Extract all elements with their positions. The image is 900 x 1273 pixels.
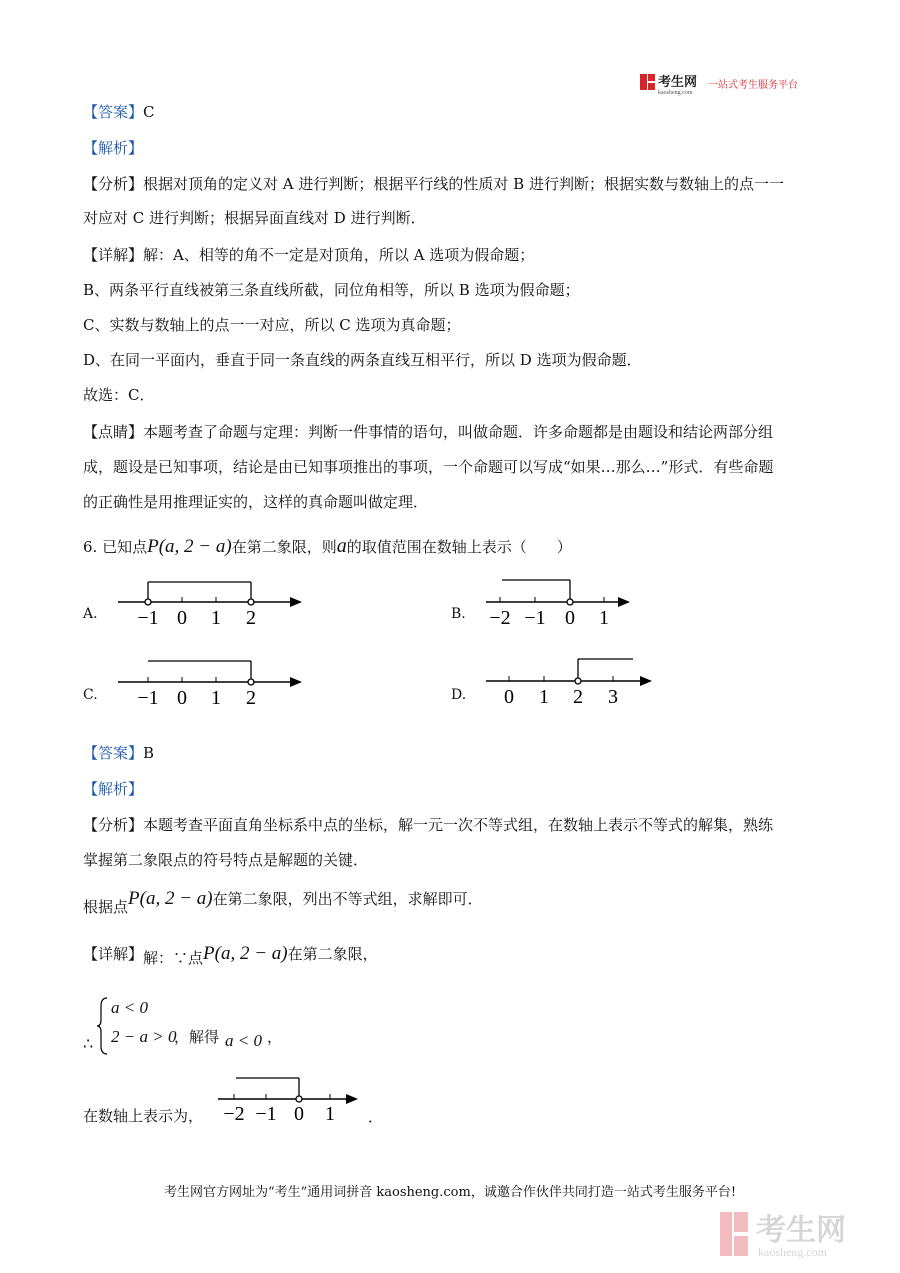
tick-label: 1 <box>599 607 609 629</box>
watermark-name: 考生网 <box>756 1214 846 1247</box>
watermark-domain: kaosheng.com <box>758 1245 827 1259</box>
tick-label: 1 <box>211 687 221 709</box>
q5-fenxi-1: 【分析】根据对顶角的定义对 A 进行判断；根据平行线的性质对 B 进行判断；根据实数与数轴上的点一一 <box>83 175 784 193</box>
tick-label: 0 <box>177 607 187 629</box>
inequality-1: a < 0 <box>111 998 148 1017</box>
q5-analysis-tag: 【解析】 <box>83 139 144 157</box>
q5-detail-4: D、在同一平面内，垂直于同一条直线的两条直线互相平行，所以 D 选项为假命题． <box>83 351 642 369</box>
numberline-intro: 在数轴上表示为， <box>83 1107 204 1125</box>
result-comma: ， <box>267 1028 283 1046</box>
q5-answer: 【答案】C <box>83 103 155 121</box>
header-logo <box>636 72 836 98</box>
tick-label: 0 <box>294 1103 304 1124</box>
q5-fenxi-2: 对应对 C 进行判断；根据异面直线对 D 进行判断． <box>83 209 426 227</box>
q5-review-2: 成，题设是已知事项，结论是由已知事项推出的事项，一个命题可以写成“如果…那么…”形式．有些命题 <box>83 458 774 476</box>
numberline-end: ． <box>368 1108 384 1126</box>
tick-label: 3 <box>608 686 618 707</box>
option-c-numberline[interactable] <box>112 655 312 710</box>
option-d-label[interactable]: D. <box>451 687 467 703</box>
logo-domain: kaosheng.com <box>658 90 693 96</box>
q6-fenxi-2: 掌握第二象限点的符号特点是解题的关键． <box>83 851 369 869</box>
tick-label: 1 <box>211 607 221 629</box>
tick-label: −1 <box>255 1103 277 1124</box>
option-b-numberline[interactable] <box>480 575 640 630</box>
q5-review-3: 的正确性是用推理证实的，这样的真命题叫做定理． <box>83 493 429 511</box>
footer-text: 考生网官方网址为“考生”通用词拼音 kaosheng.com，诚邀合作伙伴共同打造一站式考生服务平台! <box>163 1185 737 1200</box>
q5-review-1: 【点睛】本题考查了命题与定理：判断一件事情的语句，叫做命题．许多命题都是由题设和结论两部分组 <box>83 423 774 441</box>
tick-label: −1 <box>137 607 159 629</box>
tick-label: 0 <box>177 687 187 709</box>
q6-answer: 【答案】B <box>83 744 155 762</box>
watermark-logo <box>716 1206 886 1266</box>
option-d-numberline[interactable] <box>480 652 660 707</box>
tick-label: −2 <box>489 607 511 629</box>
option-b-label[interactable]: B. <box>451 606 466 622</box>
left-brace <box>96 996 110 1056</box>
tick-label: 1 <box>325 1103 335 1124</box>
option-a-numberline[interactable] <box>112 575 312 630</box>
tick-label: −1 <box>524 607 546 629</box>
tick-label: −1 <box>137 687 159 709</box>
logo-name: 考生网 <box>658 74 698 89</box>
inequality-2: 2 − a > 0 <box>111 1027 177 1046</box>
tick-label: 2 <box>246 687 256 709</box>
therefore-symbol: ∴ <box>83 1034 94 1053</box>
q5-detail-3: C、实数与数轴上的点一一对应，所以 C 选项为真命题； <box>83 316 461 334</box>
q6-fenxi-1: 【分析】本题考查平面直角坐标系中点的坐标，解一元一次不等式组，在数轴上表示不等式的解集，熟练 <box>83 816 774 834</box>
tick-label: 0 <box>504 686 514 707</box>
tick-label: 1 <box>539 686 549 707</box>
q5-choose: 故选：C． <box>83 386 155 404</box>
logo-slogan: 一站式考生服务平台 <box>708 80 798 91</box>
tick-label: 0 <box>565 607 575 629</box>
solution-result: a < 0 <box>225 1031 262 1050</box>
solve-text: ，解得 <box>174 1028 220 1046</box>
q5-detail-1: 【详解】解：A、相等的角不一定是对顶角，所以 A 选项为假命题； <box>83 246 535 264</box>
q6-detail: 【详解】解：∵点P(a, 2 − a)在第二象限， <box>83 943 378 967</box>
tick-label: 2 <box>573 686 583 707</box>
solution-numberline <box>212 1072 372 1124</box>
q6-basis: 根据点P(a, 2 − a)在第二象限，列出不等式组，求解即可． <box>83 888 483 916</box>
tick-label: 2 <box>246 607 256 629</box>
option-a-label[interactable]: A. <box>83 606 98 622</box>
tick-label: −2 <box>223 1103 245 1124</box>
q5-detail-2: B、两条平行直线被第三条直线所截，同位角相等，所以 B 选项为假命题； <box>83 281 580 299</box>
q6-analysis-tag: 【解析】 <box>83 780 144 798</box>
option-c-label[interactable]: C. <box>83 687 98 703</box>
q6-stem: 6. 已知点P(a, 2 − a)在第二象限，则a的取值范围在数轴上表示（ ） <box>83 535 572 557</box>
